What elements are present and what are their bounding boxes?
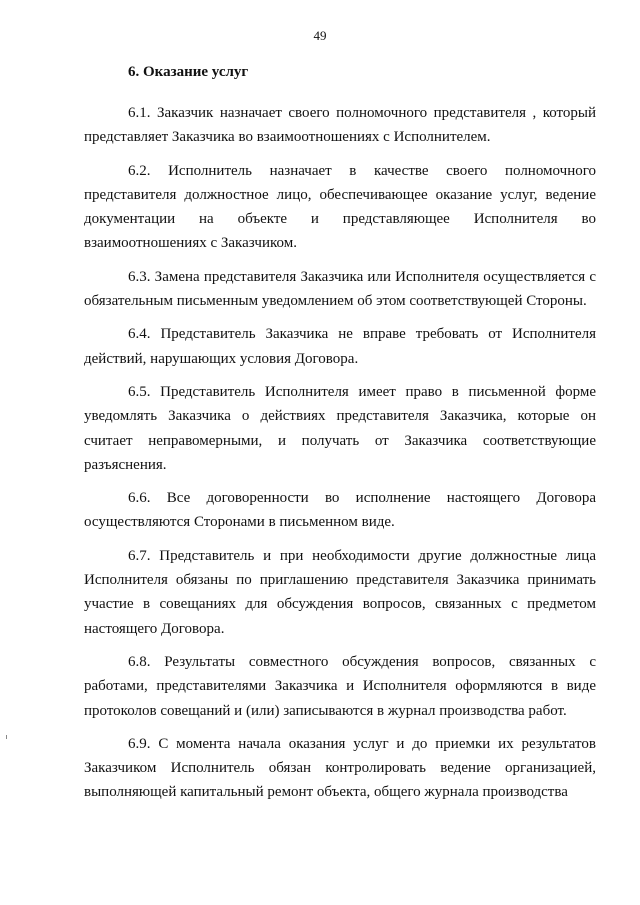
paragraph-6-9: 6.9. С момента начала оказания услуг и до приемки их результатов Заказчиком Исполнитель обязан контролировать ведение организацией, выполняющей капитальный ремонт объекта, общего журнала производства [84,735,596,801]
document-body [84,61,596,814]
paragraph-6-4: 6.4. Представитель Заказчика не вправе требовать от Исполнителя действий, нарушающих условия Договора. [84,326,596,367]
paragraph-6-7: 6.7. Представитель и при необходимости другие должностные лица Исполнителя обязаны по приглашению представителя Заказчика принимать участие в совещаниях для обсуждения вопросов, связанных с предметом настоящего Договора. [84,547,596,637]
scan-margin-mark [6,735,7,739]
page-number: 49 [313,28,327,43]
section-title: 6. Оказание услуг [128,64,249,80]
paragraph-6-3: 6.3. Замена представителя Заказчика или Исполнителя осуществляется с обязательным письменным уведомлением об этом соответствующей Стороны. [84,268,596,310]
paragraph-6-1: 6.1. Заказчик назначает своего полномочного представителя , который представляет Заказчика во взаимоотношениях с Исполнителем. [84,105,596,146]
paragraph-6-6: 6.6. Все договоренности во исполнение настоящего Договора осуществляются Сторонами в письменном виде. [84,490,596,531]
paragraph-6-2: 6.2. Исполнитель назначает в качестве своего полномочного представителя должностное лицо, обеспечивающее оказание услуг, ведение документации на объекте и представляющее Исполнителя во взаимоотношениях с Заказчиком. [84,162,596,252]
paragraph-6-5: 6.5. Представитель Исполнителя имеет право в письменной форме уведомлять Заказчика о действиях представителя Заказчика, которые он считает неправомерными, и получать от Заказчика соответствующие разъяснения. [84,383,596,473]
paragraph-6-8: 6.8. Результаты совместного обсуждения вопросов, связанных с работами, представителями Заказчика и Исполнителя оформляются в виде протоколов совещаний и (или) записываются в журнал производства работ. [84,653,596,719]
